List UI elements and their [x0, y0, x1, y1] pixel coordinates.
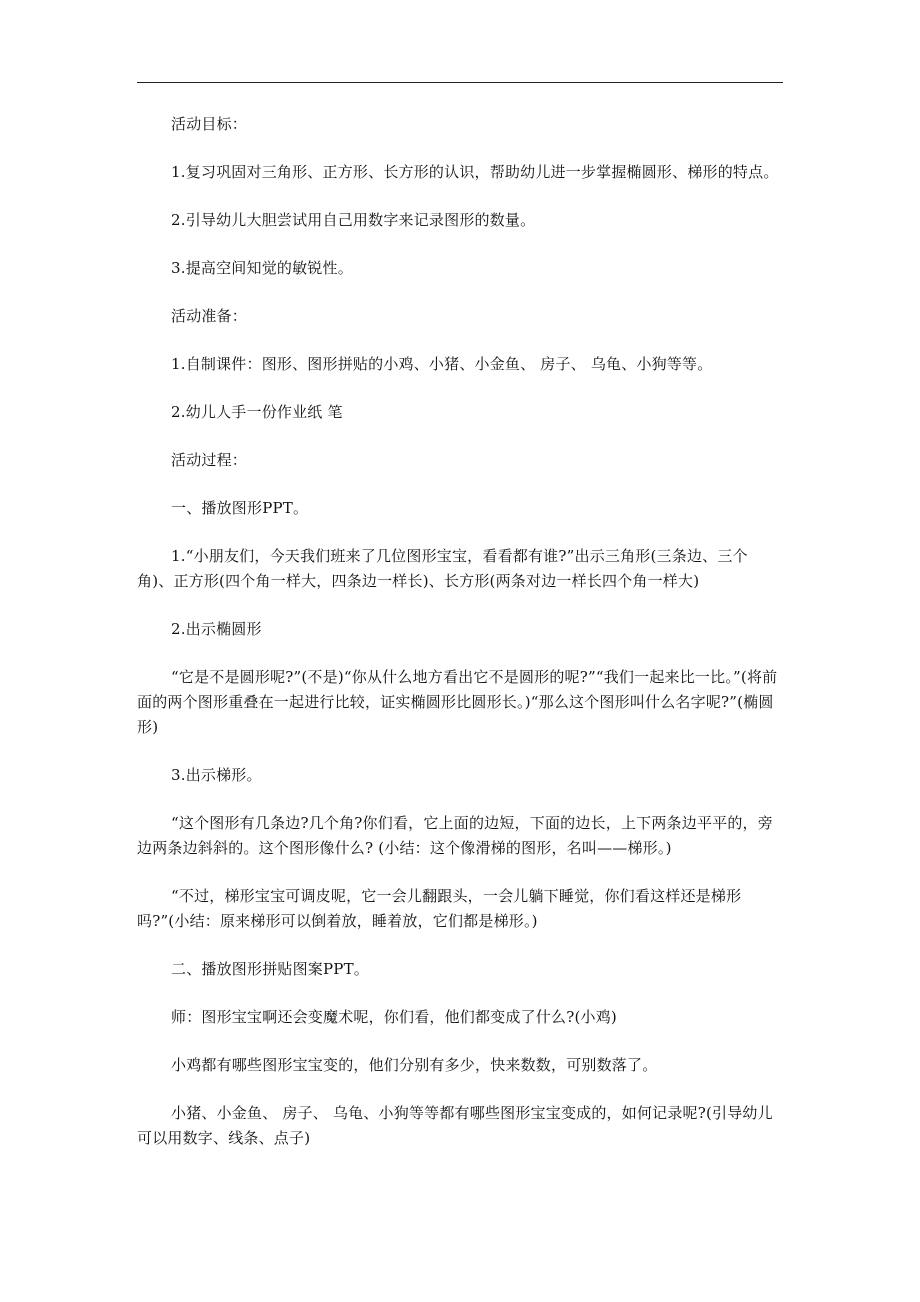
process-paragraph: 小鸡都有哪些图形宝宝变的，他们分别有多少，快来数数，可别数落了。 [171, 1056, 658, 1074]
process-step-2-heading: 二、播放图形拼贴图案PPT。 [171, 960, 369, 978]
process-paragraph: “它是不是圆形呢?”(不是)“你从什么地方看出它不是圆形的呢?”“我们一起来比一比。”(将前面的两个图形重叠在一起进行比较，证实椭圆形比圆形长。)“那么这个图形叫什么名字呢?”(椭圆形) [137, 668, 778, 736]
section-heading-process: 活动过程： [171, 451, 248, 469]
process-step-1-heading: 一、播放图形PPT。 [171, 499, 309, 517]
document-body [137, 112, 783, 1174]
goal-item-1: 1.复习巩固对三角形、正方形、长方形的认识，帮助幼儿进一步掌握椭圆形、梯形的特点。 [171, 163, 779, 181]
section-heading-goals: 活动目标： [171, 115, 248, 133]
goal-item-2: 2.引导幼儿大胆尝试用自己用数字来记录图形的数量。 [171, 211, 536, 229]
process-paragraph: “这个图形有几条边?几个角?你们看，它上面的边短，下面的边长，上下两条边平平的，旁边两条边斜斜的。这个图形像什么? (小结：这个像滑梯的图形，名叫——梯形。) [137, 814, 773, 857]
section-heading-preparation: 活动准备： [171, 307, 248, 325]
process-paragraph: 1.“小朋友们，今天我们班来了几位图形宝宝，看看都有谁?”出示三角形(三条边、三个角)、正方形(四个角一样大，四条边一样长)、长方形(两条对边一样长四个角一样大) [137, 547, 748, 590]
goal-item-3: 3.提高空间知觉的敏锐性。 [171, 259, 353, 277]
process-paragraph: 师：图形宝宝啊还会变魔术呢，你们看，他们都变成了什么?(小鸡) [171, 1008, 617, 1026]
header-rule [137, 82, 783, 83]
process-paragraph: “不过，梯形宝宝可调皮呢，它一会儿翻跟头，一会儿躺下睡觉，你们看这样还是梯形吗?”(小结：原来梯形可以倒着放，睡着放，它们都是梯形。) [137, 887, 742, 930]
process-paragraph: 2.出示椭圆形 [171, 620, 262, 638]
preparation-item-2: 2.幼儿人手一份作业纸 笔 [171, 403, 343, 421]
preparation-item-1: 1.自制课件：图形、图形拼贴的小鸡、小猪、小金鱼、 房子、 乌龟、小狗等等。 [171, 355, 713, 373]
process-paragraph: 3.出示梯形。 [171, 766, 262, 784]
process-paragraph: 小猪、小金鱼、 房子、 乌龟、小狗等等都有哪些图形宝宝变成的，如何记录呢?(引导幼儿可以用数字、线条、点子) [137, 1104, 773, 1147]
